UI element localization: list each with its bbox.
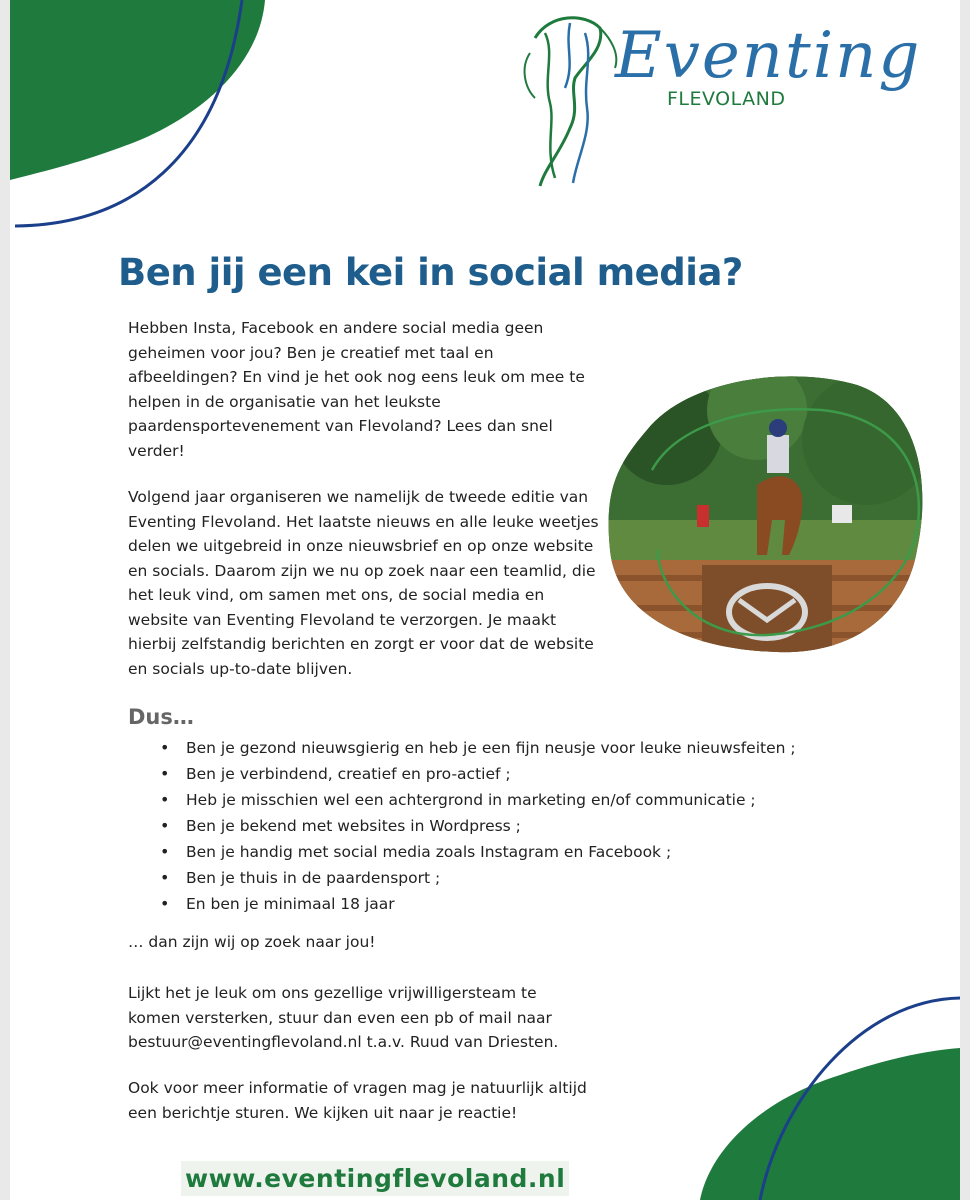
logo-subtitle: FLEVOLAND: [667, 88, 786, 110]
search-line: … dan zijn wij op zoek naar jou!: [128, 933, 376, 951]
closing-paragraph: Ook voor meer informatie of vragen mag je natuurlijk altijd een berichtje sturen. We kijken uit naar je reactie!: [128, 1079, 587, 1122]
horse-photo: [607, 370, 937, 660]
intro-paragraph: Hebben Insta, Facebook en andere social media geen geheimen voor jou? Ben je creatief met taal en afbeeldingen? En vind je het ook nog eens leuk om mee te helpen in de organisatie van het leukste paardensportevenement van Flevoland? Lees dan snel verder!: [128, 319, 585, 460]
corner-decoration-top-left: [10, 0, 290, 240]
contact-paragraph: Lijkt het je leuk om ons gezellige vrijwilligersteam te komen versterken, stuur dan even een pb of mail naar bestuur@eventingflevoland.nl t.a.v. Ruud van Driesten.: [128, 984, 559, 1051]
eventing-flevoland-logo: [515, 8, 922, 193]
list-item: • Heb je misschien wel een achtergrond in marketing en/of communicatie ;: [128, 787, 796, 813]
body-paragraph: Volgend jaar organiseren we namelijk de tweede editie van Eventing Flevoland. Het laatste nieuws en alle leuke weetjes delen we uitgebreid in onze nieuwsbrief en op onze website en socials. Daarom zijn we nu op zoek naar een teamlid, die het leuk vind, om samen met ons, de social media en website van Eventing Flevoland te verzorgen. Je maakt hierbij zelfstandig berichten en zorgt er voor dat de website en socials up-to-date blijven.: [128, 488, 599, 678]
list-item: • Ben je thuis in de paardensport ;: [128, 865, 796, 891]
logo-wordmark: Eventing: [615, 19, 922, 93]
requirements-list: [128, 735, 796, 917]
list-item: • Ben je handig met social media zoals Instagram en Facebook ;: [128, 839, 796, 865]
corner-decoration-bottom-right: [700, 980, 960, 1200]
website-link[interactable]: www.eventingflevoland.nl: [181, 1161, 569, 1196]
list-item: • Ben je verbindend, creatief en pro-actief ;: [128, 761, 796, 787]
dus-heading: Dus…: [128, 705, 194, 729]
list-item: • En ben je minimaal 18 jaar: [128, 891, 796, 917]
page-title: Ben jij een kei in social media?: [118, 251, 743, 294]
list-item: • Ben je gezond nieuwsgierig en heb je een fijn neusje voor leuke nieuwsfeiten ;: [128, 735, 796, 761]
horse-head-logo-icon: [515, 8, 625, 188]
list-item: • Ben je bekend met websites in Wordpress ;: [128, 813, 796, 839]
flyer-page: [10, 0, 960, 1200]
